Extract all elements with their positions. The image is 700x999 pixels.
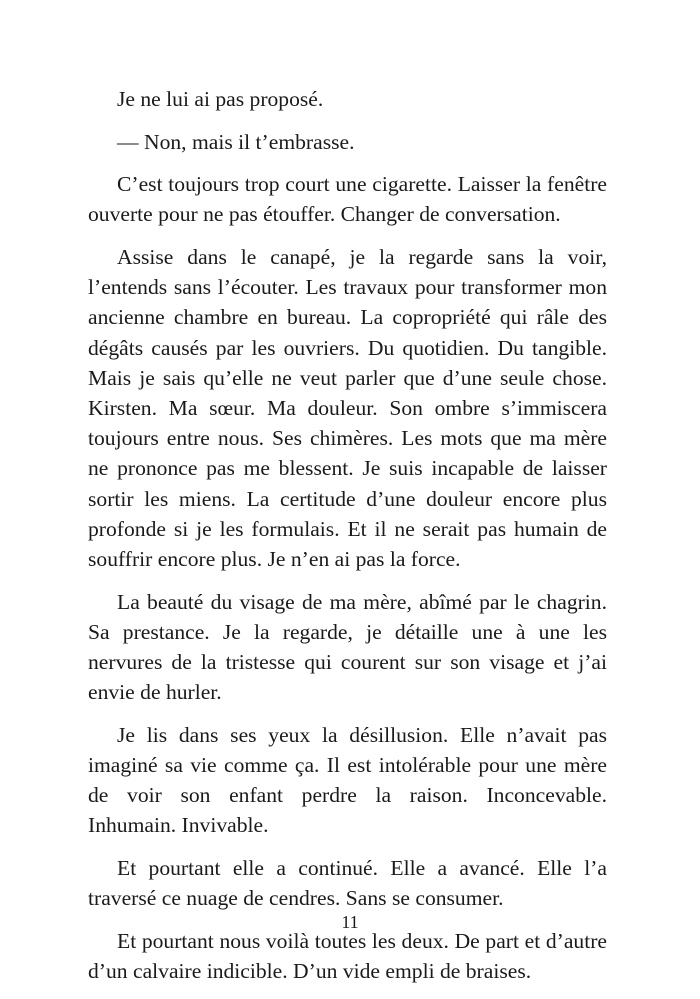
paragraph-7: Et pourtant elle a continué. Elle a avancé. Elle l’a traversé ce nuage de cendres. Sans se consumer. <box>88 856 607 911</box>
paragraph-4: Assise dans le canapé, je la regarde sans la voir, l’entends sans l’écouter. Les travaux pour transformer mon ancienne chambre en bureau. La copropriété qui râle des dégâts causés par les ouvriers. Du quotidien. Du tangible. Mais je sais qu’elle ne veut parler que d’une seule chose. Kirsten. Ma sœur. Ma douleur. Son ombre s’immiscera toujours entre nous. Ses chimères. Les mots que ma mère ne prononce pas me blessent. Je suis incapable de laisser sortir les miens. La certitude d’une douleur encore plus profonde si je les formulais. Et il ne serait pas humain de souffrir encore plus. Je n’en ai pas la force. <box>88 244 607 572</box>
paragraph-3: C’est toujours trop court une cigarette. Laisser la fenêtre ouverte pour ne pas étouffer. Changer de conversation. <box>88 172 607 227</box>
paragraph-6: Je lis dans ses yeux la désillusion. Elle n’avait pas imaginé sa vie comme ça. Il est intolérable pour une mère de voir son enfant perdre la raison. Inconcevable. Inhumain. Invivable. <box>88 722 607 838</box>
paragraph-8: Et pourtant nous voilà toutes les deux. De part et d’autre d’un calvaire indicible. D’un vide empli de braises. <box>88 928 607 984</box>
paragraph-1: Je ne lui ai pas proposé. <box>117 87 324 111</box>
paragraph-2: — Non, mais il t’embrasse. <box>117 129 355 154</box>
page-body <box>88 84 607 999</box>
page-number: 11 <box>341 912 359 932</box>
paragraph-5: La beauté du visage de ma mère, abîmé par le chagrin. Sa prestance. Je la regarde, je détaille une à une les nervures de la tristesse qui courent sur son visage et j’ai envie de hurler. <box>88 589 607 705</box>
